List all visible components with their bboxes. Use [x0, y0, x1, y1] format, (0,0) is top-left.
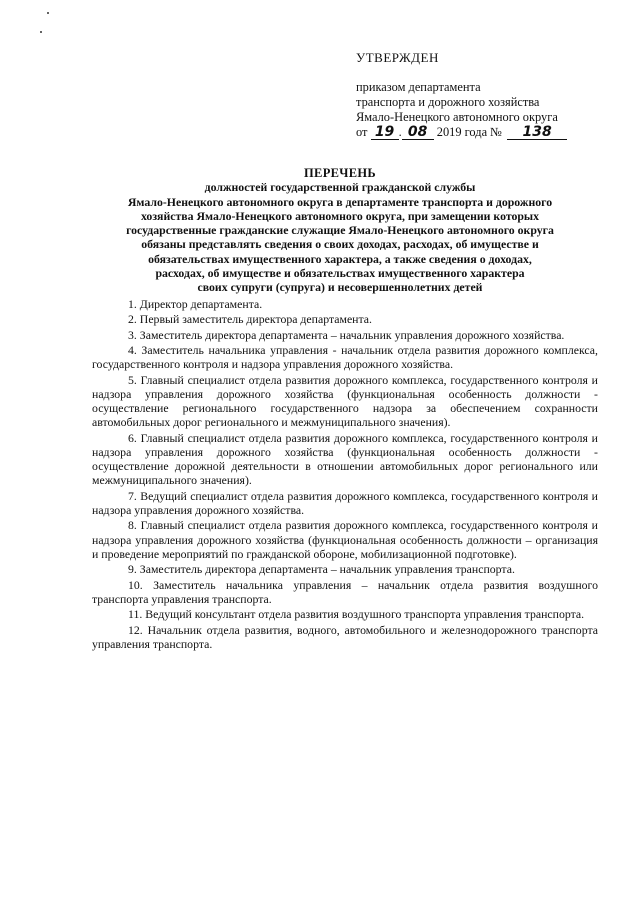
handwritten-order-number: 138 — [507, 125, 567, 140]
positions-list — [92, 297, 598, 652]
scan-speck — [47, 12, 49, 14]
approval-block — [356, 50, 606, 140]
approval-line-2: транспорта и дорожного хозяйства — [356, 95, 540, 109]
list-item: 9. Заместитель директора департамента – начальник управления транспорта. — [128, 562, 515, 577]
title-line: обязаны представлять сведения о своих доходах, расходах, об имуществе и — [141, 237, 539, 252]
title-line: должностей государственной гражданской службы — [204, 180, 476, 195]
handwritten-day: 19 — [371, 125, 399, 140]
title-line: хозяйства Ямало-Ненецкого автономного округа, при замещении которых — [140, 208, 540, 223]
title-line: своих супруги (супруга) и несовершеннолетних детей — [197, 280, 483, 295]
title-main: ПЕРЕЧЕНЬ — [304, 166, 376, 180]
list-item: 3. Заместитель директора департамента – начальник управления дорожного хозяйства. — [128, 327, 565, 342]
title-line: Ямало-Ненецкого автономного округа в департаменте транспорта и дорожного — [127, 194, 553, 209]
date-year-text: 2019 года № — [436, 125, 502, 139]
list-item: 6. Главный специалист отдела развития дорожного комплекса, государственного контроля и надзора управления дорожного хозяйства (функциональная особенность должности - осуществление дорожной деятельности в отношении автомобильных дорог регионального или межмуниципального значения). — [92, 430, 598, 488]
list-item: 10. Заместитель начальника управления – начальник отдела развития воздушного транспорта управления транспорта. — [92, 577, 598, 606]
approval-heading: УТВЕРЖДЕН — [356, 50, 439, 65]
date-separator: . — [398, 125, 402, 139]
list-item: 1. Директор департамента. — [128, 297, 263, 311]
list-item: 4. Заместитель начальника управления - начальник отдела развития дорожного комплекса, государственного контроля и надзора управления дорожного хозяйства. — [92, 343, 598, 372]
title-line: государственные гражданские служащие Ямало-Ненецкого автономного округа — [126, 223, 554, 238]
list-item: 2. Первый заместитель директора департамента. — [128, 312, 372, 327]
document-title — [70, 166, 610, 295]
list-item: 12. Начальник отдела развития, водного, автомобильного и железнодорожного транспорта управления транспорта. — [92, 622, 598, 651]
approval-line-3: Ямало-Ненецкого автономного округа — [356, 110, 558, 124]
title-line: обязательствах имущественного характера, а также сведения о доходах, — [148, 251, 532, 266]
list-item: 5. Главный специалист отдела развития дорожного комплекса, государственного контроля и надзора управления дорожного хозяйства (функциональная особенность должности - осуществление регионального государственного надзора за обеспечением сохранности автомобильных дорог регионального и межмуниципального значения). — [92, 372, 598, 430]
scan-speck — [40, 31, 42, 33]
list-item: 8. Главный специалист отдела развития дорожного комплекса, государственного контроля и надзора управления дорожного хозяйства (функциональная особенность должности – организация и проведение мероприятий по гражданской обороне, мобилизационной подготовке). — [92, 518, 598, 561]
approval-line-1: приказом департамента — [356, 80, 481, 94]
approval-date-line — [356, 125, 606, 140]
date-prefix: от — [356, 125, 368, 139]
list-item: 11. Ведущий консультант отдела развития воздушного транспорта управления транспорта. — [128, 607, 585, 622]
list-item: 7. Ведущий специалист отдела развития дорожного комплекса, государственного контроля и надзора управления дорожного хозяйства. — [92, 488, 598, 517]
title-line: расходах, об имуществе и обязательствах имущественного характера — [155, 266, 525, 281]
handwritten-month: 08 — [402, 125, 434, 140]
